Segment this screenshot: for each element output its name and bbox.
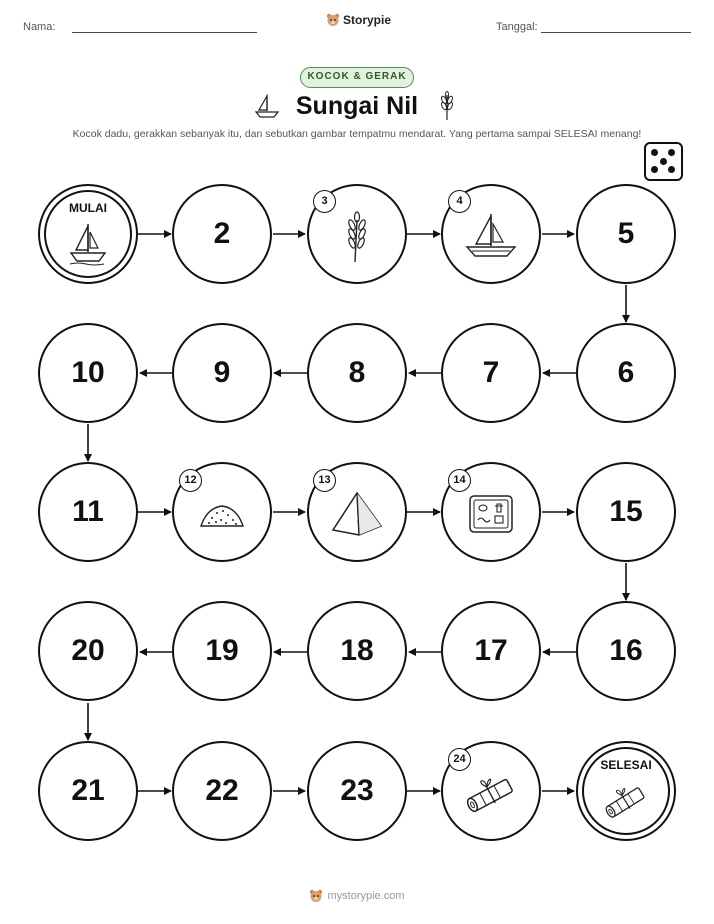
cell-15 <box>576 462 676 562</box>
cell-finish <box>576 741 676 841</box>
cell-10 <box>38 323 138 423</box>
cell-number-badge: 4 <box>448 190 471 213</box>
activity-tag: KOCOK & GERAK <box>300 67 414 88</box>
cell-9 <box>172 323 272 423</box>
cell-17 <box>441 601 541 701</box>
cell-number: 10 <box>71 356 105 389</box>
instructions: Kocok dadu, gerakkan sebanyak itu, dan sebutkan gambar tempatmu mendarat. Yang pertama sampai SELESAI menang! <box>72 128 642 140</box>
cell-number: 23 <box>340 774 374 807</box>
cell-19 <box>172 601 272 701</box>
cell-number: 7 <box>482 356 500 389</box>
cell-number: 22 <box>205 774 239 807</box>
cell-number-badge: 13 <box>313 469 336 492</box>
cell-start <box>38 184 138 284</box>
cell-number: 8 <box>348 356 366 389</box>
cell-18 <box>307 601 407 701</box>
papyrus-scroll-icon <box>601 781 651 823</box>
cell-number: 21 <box>71 774 105 807</box>
start-label: MULAI <box>69 201 107 215</box>
cell-number: 5 <box>617 217 635 250</box>
footer-link[interactable]: mystorypie.com <box>327 890 405 902</box>
cell-21 <box>38 741 138 841</box>
cell-16 <box>576 601 676 701</box>
cell-number: 17 <box>474 634 508 667</box>
cell-number: 16 <box>609 634 643 667</box>
name-label: Nama: <box>23 21 56 33</box>
cell-number: 20 <box>71 634 105 667</box>
cell-number: 18 <box>340 634 374 667</box>
pyramid-icon <box>329 490 385 538</box>
papyrus-scroll-icon <box>462 773 520 817</box>
cell-22 <box>172 741 272 841</box>
cell-number-badge: 14 <box>448 469 471 492</box>
cell-2 <box>172 184 272 284</box>
sailboat-icon <box>462 212 520 262</box>
page-title: Sungai Nil <box>295 92 419 120</box>
cell-6 <box>576 323 676 423</box>
hieroglyph-tablet-icon <box>468 494 514 534</box>
cell-7 <box>441 323 541 423</box>
cell-20 <box>38 601 138 701</box>
date-label: Tanggal: <box>496 21 538 33</box>
cell-number: 2 <box>213 217 231 250</box>
cell-5 <box>576 184 676 284</box>
cell-8 <box>307 323 407 423</box>
cell-number-badge: 24 <box>448 748 471 771</box>
silt-pile-icon <box>197 500 247 530</box>
cell-number: 15 <box>609 495 643 528</box>
cell-number: 19 <box>205 634 239 667</box>
footer <box>0 889 714 903</box>
cell-11 <box>38 462 138 562</box>
brand-name: Storypie <box>343 13 392 27</box>
wheat-icon <box>342 210 372 264</box>
finish-label: SELESAI <box>600 758 652 772</box>
sailboat-icon <box>68 222 108 266</box>
cell-number-badge: 3 <box>313 190 336 213</box>
cell-number: 6 <box>617 356 635 389</box>
cell-number: 9 <box>213 356 231 389</box>
cell-number: 11 <box>72 495 104 528</box>
bear-logo-icon <box>309 889 323 903</box>
cell-number-badge: 12 <box>179 469 202 492</box>
cell-23 <box>307 741 407 841</box>
